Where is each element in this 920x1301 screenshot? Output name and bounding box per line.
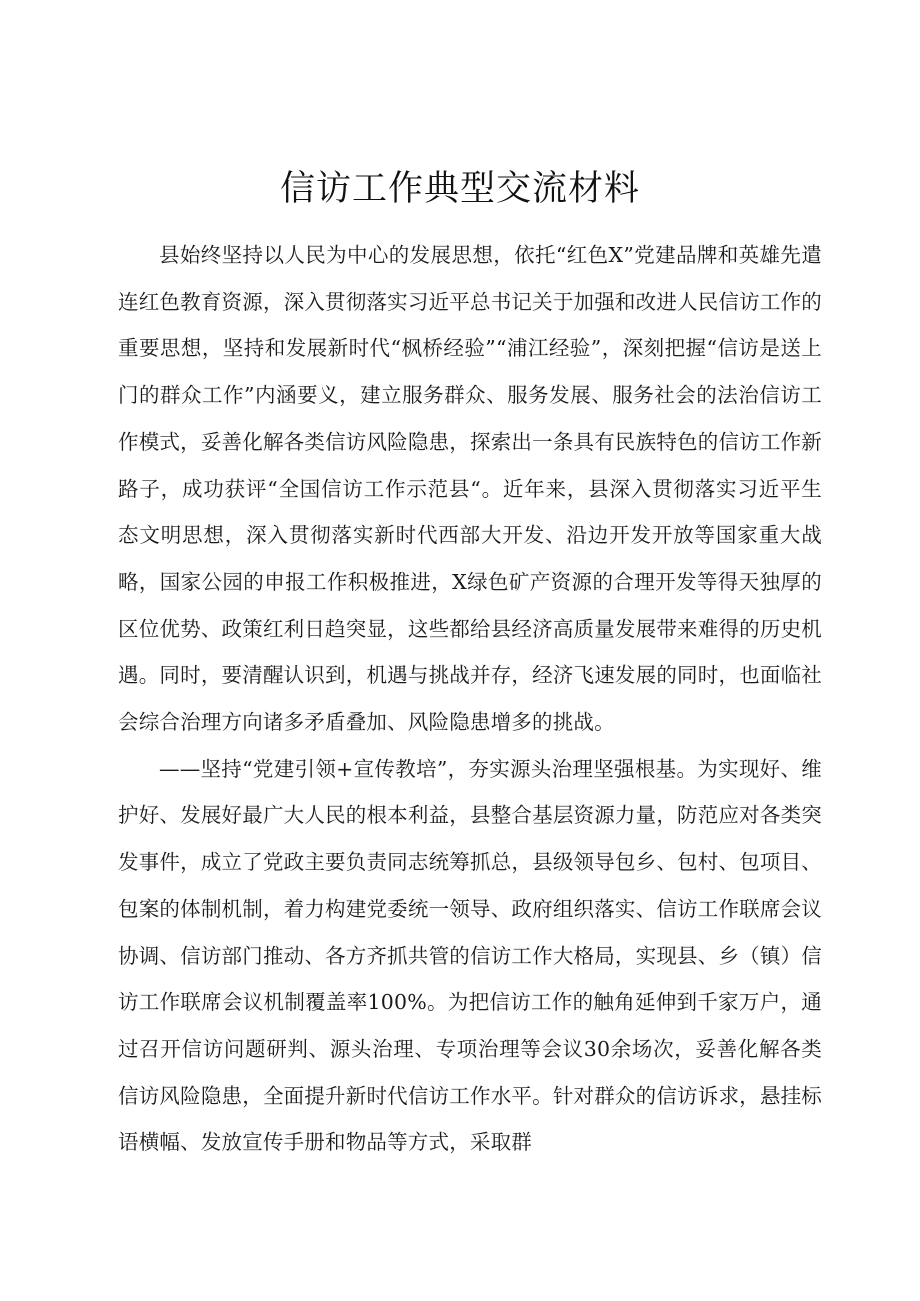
body-paragraph-2: ——坚持“党建引领+宣传教培”，夯实源头治理坚强根基。为实现好、维护好、发展好最广大人民的根本利益，县整合基层资源力量，防范应对各类突发事件，成立了党政主要负责同志统筹抓总，县级领导包乡、包村、包项目、包案的体制机制，着力构建党委统一领导、政府组织落实、信访工作联席会议协调、信访部门推动、各方齐抓共管的信访工作大格局，实现县、乡（镇）信访工作联席会议机制覆盖率100%。为把信访工作的触角延伸到千家万户，通过召开信访问题研判、源头治理、专项治理等会议30余场次，妥善化解各类信访风险隐患，全面提升新时代信访工作水平。针对群众的信访诉求，悬挂标语横幅、发放宣传手册和物品等方式，采取群 (118, 756, 822, 1155)
document-title: 信访工作典型交流材料 (279, 169, 640, 209)
document-body (118, 232, 822, 1166)
body-paragraph-1: 县始终坚持以人民为中心的发展思想，依托“红色X”党建品牌和英雄先遣连红色教育资源，深入贯彻落实习近平总书记关于加强和改进人民信访工作的重要思想，坚持和发展新时代“枫桥经验”“浦江经验”，深刻把握“信访是送上门的群众工作”内涵要义，建立服务群众、服务发展、服务社会的法治信访工作模式，妥善化解各类信访风险隐患，探索出一条具有民族特色的信访工作新路子，成功获评“全国信访工作示范县“。近年来，县深入贯彻落实习近平生态文明思想，深入贯彻落实新时代西部大开发、沿边开发开放等国家重大战略，国家公园的申报工作积极推进，X绿色矿产资源的合理开发等得天独厚的区位优势、政策红利日趋突显，这些都给县经济高质量发展带来难得的历史机遇。同时，要清醒认识到，机遇与挑战并存，经济飞速发展的同时，也面临社会综合治理方向诸多矛盾叠加、风险隐患增多的挑战。 (118, 243, 822, 735)
